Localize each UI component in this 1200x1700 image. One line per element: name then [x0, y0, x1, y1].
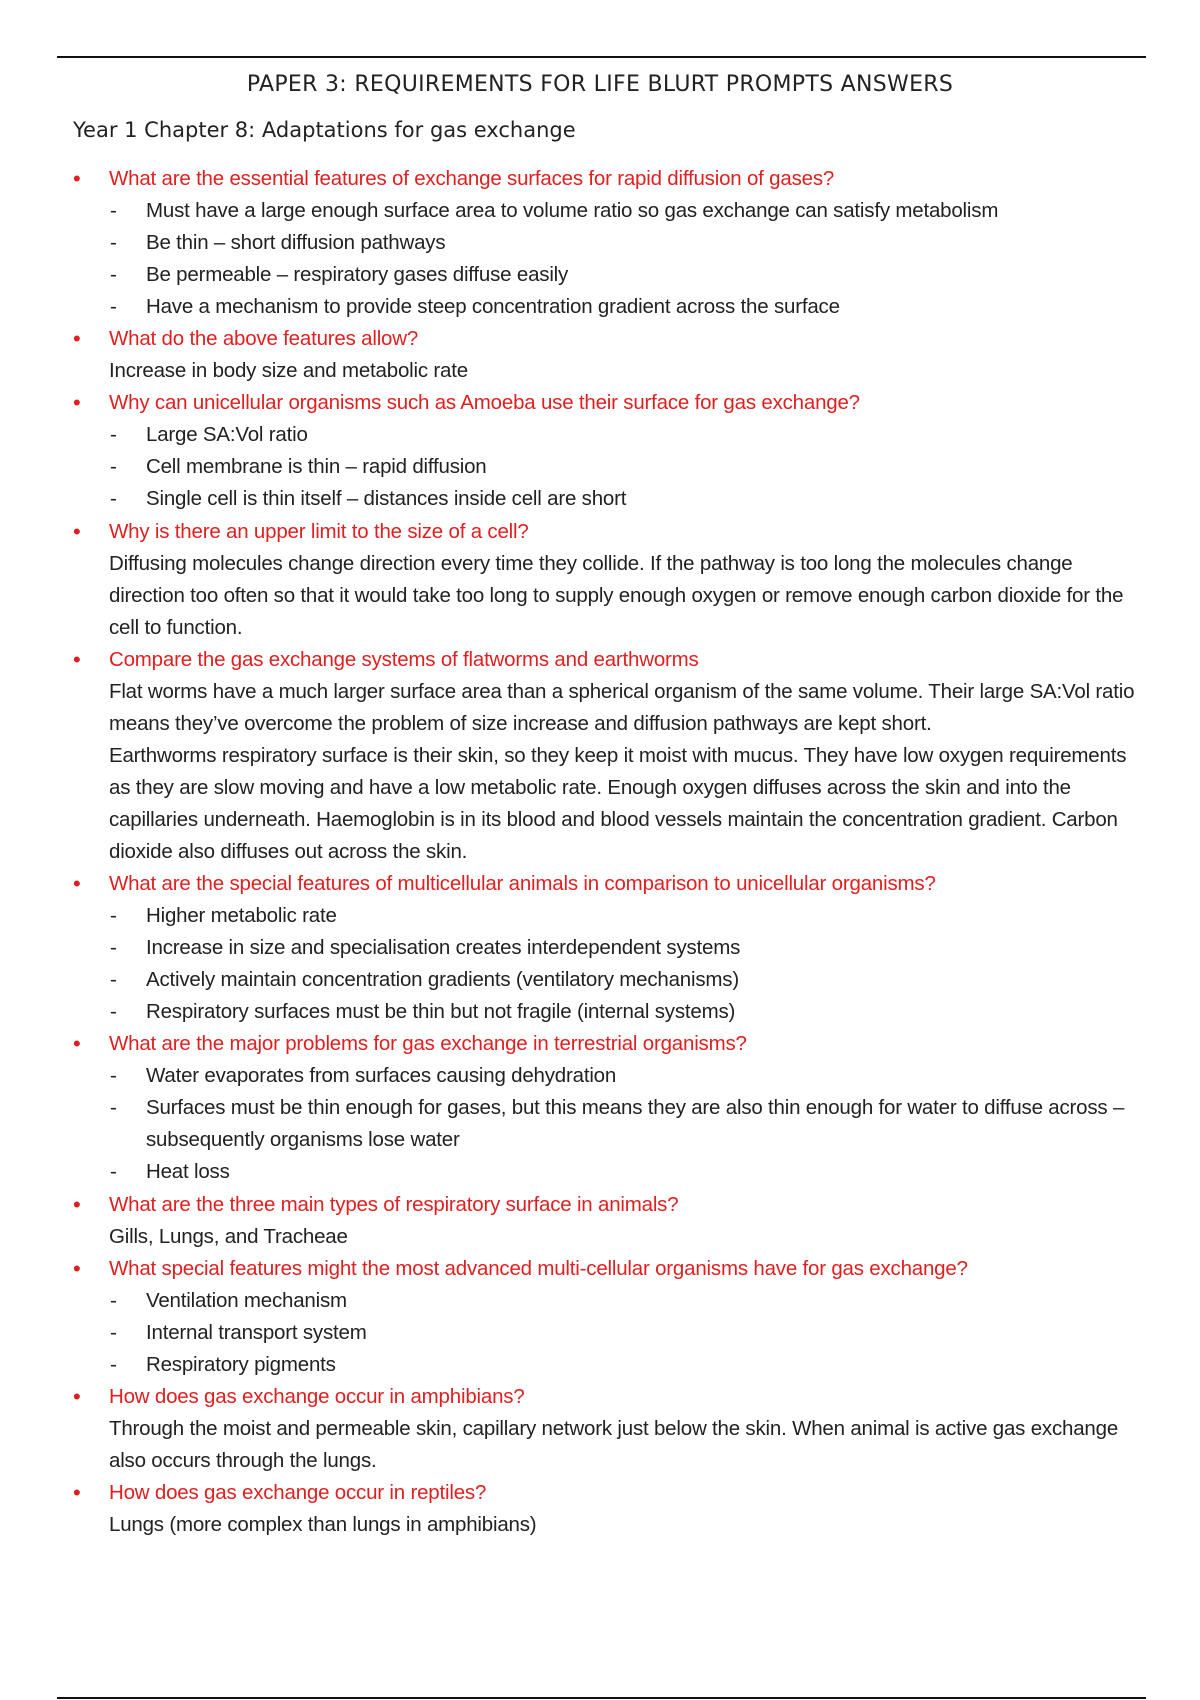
answer-paragraph: Lungs (more complex than lungs in amphibians) — [109, 1512, 537, 1536]
question: • What are the three main types of respiratory surface in animals? — [0, 1189, 1200, 1221]
answer-point: - Single cell is thin itself – distances inside cell are short — [0, 483, 1200, 515]
answer-paragraph: Flat worms have a much larger surface area than a spherical organism of the same volume. Their large SA:Vol ratio means they’ve overcome the problem of size increase and diffusion pathways are kept short. — [109, 679, 1135, 735]
question: • What special features might the most advanced multi-cellular organisms have for gas exchange? — [0, 1253, 1200, 1285]
answer-point: - Be thin – short diffusion pathways — [0, 227, 1200, 259]
answer-paragraph: Increase in body size and metabolic rate — [109, 359, 468, 383]
answer-point: - Large SA:Vol ratio — [0, 419, 1200, 451]
answer-point: - Surfaces must be thin enough for gases, but this means they are also thin enough for water to diffuse across – subsequently organisms lose water — [0, 1092, 1200, 1156]
question: • Compare the gas exchange systems of flatworms and earthworms — [0, 644, 1200, 676]
answer-paragraph: Earthworms respiratory surface is their skin, so they keep it moist with mucus. They have low oxygen requirements as they are slow moving and have a low metabolic rate. Enough oxygen diffuses across the skin and into the capillaries underneath. Haemoglobin is in its blood and blood vessels maintain the concentration gradient. Carbon dioxide also diffuses out across the skin. — [109, 743, 1127, 863]
page-title: PAPER 3: REQUIREMENTS FOR LIFE BLURT PROMPTS ANSWERS — [246, 72, 954, 97]
chapter-subtitle: Year 1 Chapter 8: Adaptations for gas exchange — [73, 118, 576, 142]
answer-paragraph: Diffusing molecules change direction every time they collide. If the pathway is too long the molecules change direction too often so that it would take too long to supply enough oxygen or remove enough carbon dioxide for the cell to function. — [109, 551, 1124, 639]
answer-point: - Higher metabolic rate — [0, 900, 1200, 932]
question: • How does gas exchange occur in reptiles? — [0, 1477, 1200, 1509]
answer-point: - Must have a large enough surface area to volume ratio so gas exchange can satisfy metabolism — [0, 195, 1200, 227]
question: • What are the essential features of exchange surfaces for rapid diffusion of gases? — [0, 163, 1200, 195]
answer-point: - Actively maintain concentration gradients (ventilatory mechanisms) — [0, 964, 1200, 996]
top-rule — [57, 56, 1146, 58]
answer-point: - Ventilation mechanism — [0, 1285, 1200, 1317]
answer-point: - Respiratory surfaces must be thin but not fragile (internal systems) — [0, 996, 1200, 1028]
answer-point: - Water evaporates from surfaces causing dehydration — [0, 1060, 1200, 1092]
question: • What do the above features allow? — [0, 323, 1200, 355]
answer-point: - Heat loss — [0, 1156, 1200, 1188]
qa-list — [0, 163, 1200, 1541]
answer-paragraph: Through the moist and permeable skin, capillary network just below the skin. When animal is active gas exchange also occurs through the lungs. — [109, 1416, 1119, 1472]
answer-point: - Respiratory pigments — [0, 1349, 1200, 1381]
answer-point: - Increase in size and specialisation creates interdependent systems — [0, 932, 1200, 964]
question: • Why can unicellular organisms such as Amoeba use their surface for gas exchange? — [0, 387, 1200, 419]
question: • Why is there an upper limit to the size of a cell? — [0, 516, 1200, 548]
question: • How does gas exchange occur in amphibians? — [0, 1381, 1200, 1413]
question: • What are the special features of multicellular animals in comparison to unicellular organisms? — [0, 868, 1200, 900]
bottom-rule — [57, 1697, 1146, 1699]
answer-point: - Cell membrane is thin – rapid diffusion — [0, 451, 1200, 483]
answer-point: - Be permeable – respiratory gases diffuse easily — [0, 259, 1200, 291]
answer-point: - Internal transport system — [0, 1317, 1200, 1349]
answer-point: - Have a mechanism to provide steep concentration gradient across the surface — [0, 291, 1200, 323]
question: • What are the major problems for gas exchange in terrestrial organisms? — [0, 1028, 1200, 1060]
answer-paragraph: Gills, Lungs, and Tracheae — [109, 1224, 348, 1248]
